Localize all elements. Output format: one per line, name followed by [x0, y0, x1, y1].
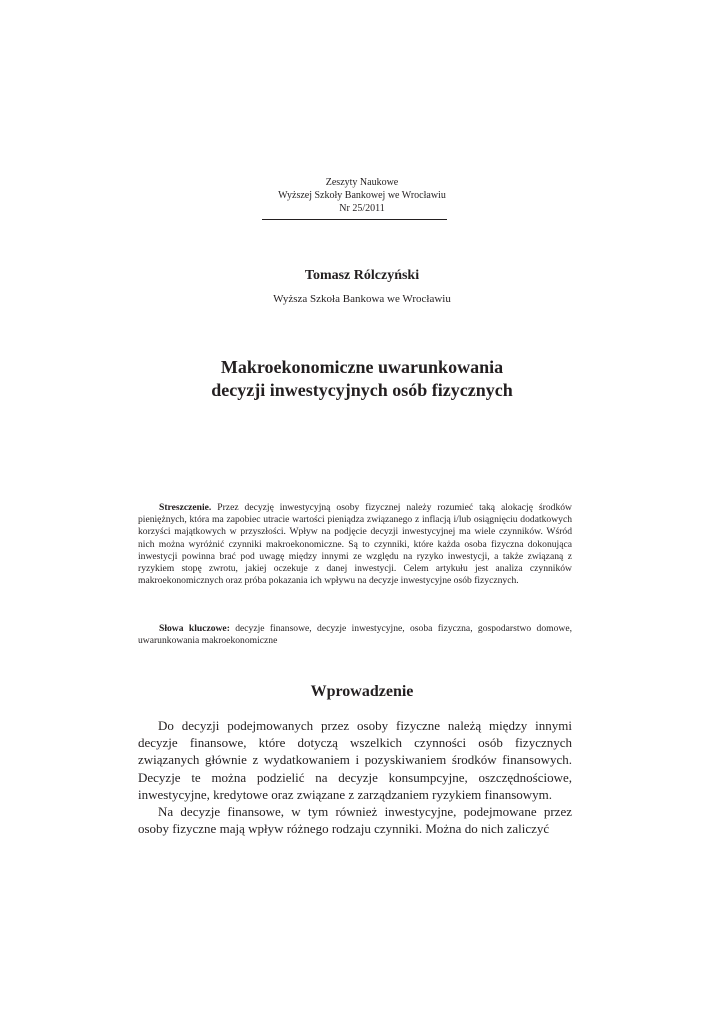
body-paragraph: Na decyzje finansowe, w tym również inwestycyjne, podejmowane przez osoby fizyczne mają wpływ różnego rodzaju czynniki. Można do nich zaliczyć [138, 804, 572, 837]
journal-publisher: Wyższej Szkoły Bankowej we Wrocławiu [278, 190, 446, 201]
abstract [138, 502, 572, 587]
header-divider [262, 219, 447, 220]
keywords-text: decyzje finansowe, decyzje inwestycyjne, osoba fizyczna, gospodarstwo domowe, uwarunkowania makroekonomiczne [138, 623, 572, 647]
paper-title-line-2: decyzji inwestycyjnych osób fizycznych [211, 380, 513, 400]
body-paragraph: Do decyzji podejmowanych przez osoby fizyczne należą między innymi decyzje finansowe, które dotyczą wszelkich czynności osób fizycznych związanych głównie z wydatkowaniem i pozyskiwaniem środków finansowych. Decyzje te można podzielić na decyzje konsumpcyjne, oszczędnościowe, inwestycyjne, kredytowe oraz związane z zarządzaniem ryzykiem finansowym. [138, 718, 572, 802]
journal-header [0, 176, 724, 215]
keywords-label: Słowa kluczowe: [159, 623, 230, 634]
section-heading: Wprowadzenie [310, 683, 414, 700]
paper-title-line-1: Makroekonomiczne uwarunkowania [220, 357, 504, 377]
abstract-label: Streszczenie. [159, 502, 212, 513]
keywords [138, 623, 572, 647]
body-text [138, 717, 572, 837]
author-affiliation: Wyższa Szkoła Bankowa we Wrocławiu [273, 293, 451, 305]
journal-issue: Nr 25/2011 [339, 203, 385, 214]
paper-title [0, 356, 724, 402]
author-name: Tomasz Rólczyński [304, 268, 420, 283]
journal-name: Zeszyty Naukowe [325, 177, 399, 188]
abstract-text: Przez decyzję inwestycyjną osoby fizycznej należy rozumieć taką alokację środków pieniężnych, która ma zapobiec utracie wartości pieniądza związanego z inflacją i/lub osiągnięciu dodatkowych korzyści majątkowych w przyszłości. Wpływ na podjęcie decyzji inwestycyjnej ma wiele czynników. Wśród nich można wyróżnić czynniki makroekonomiczne. Są to czynniki, które każda osoba fizyczna dokonująca inwestycji powinna brać pod uwagę między innymi ze względu na ryzyko inwestycji, a także związaną z ryzykiem stopę zwrotu, jakiej oczekuje z danej inwestycji. Celem artykułu jest analiza czynników makroekonomicznych oraz próba pokazania ich wpływu na decyzje inwestycyjne osób fizycznych. [138, 502, 572, 587]
